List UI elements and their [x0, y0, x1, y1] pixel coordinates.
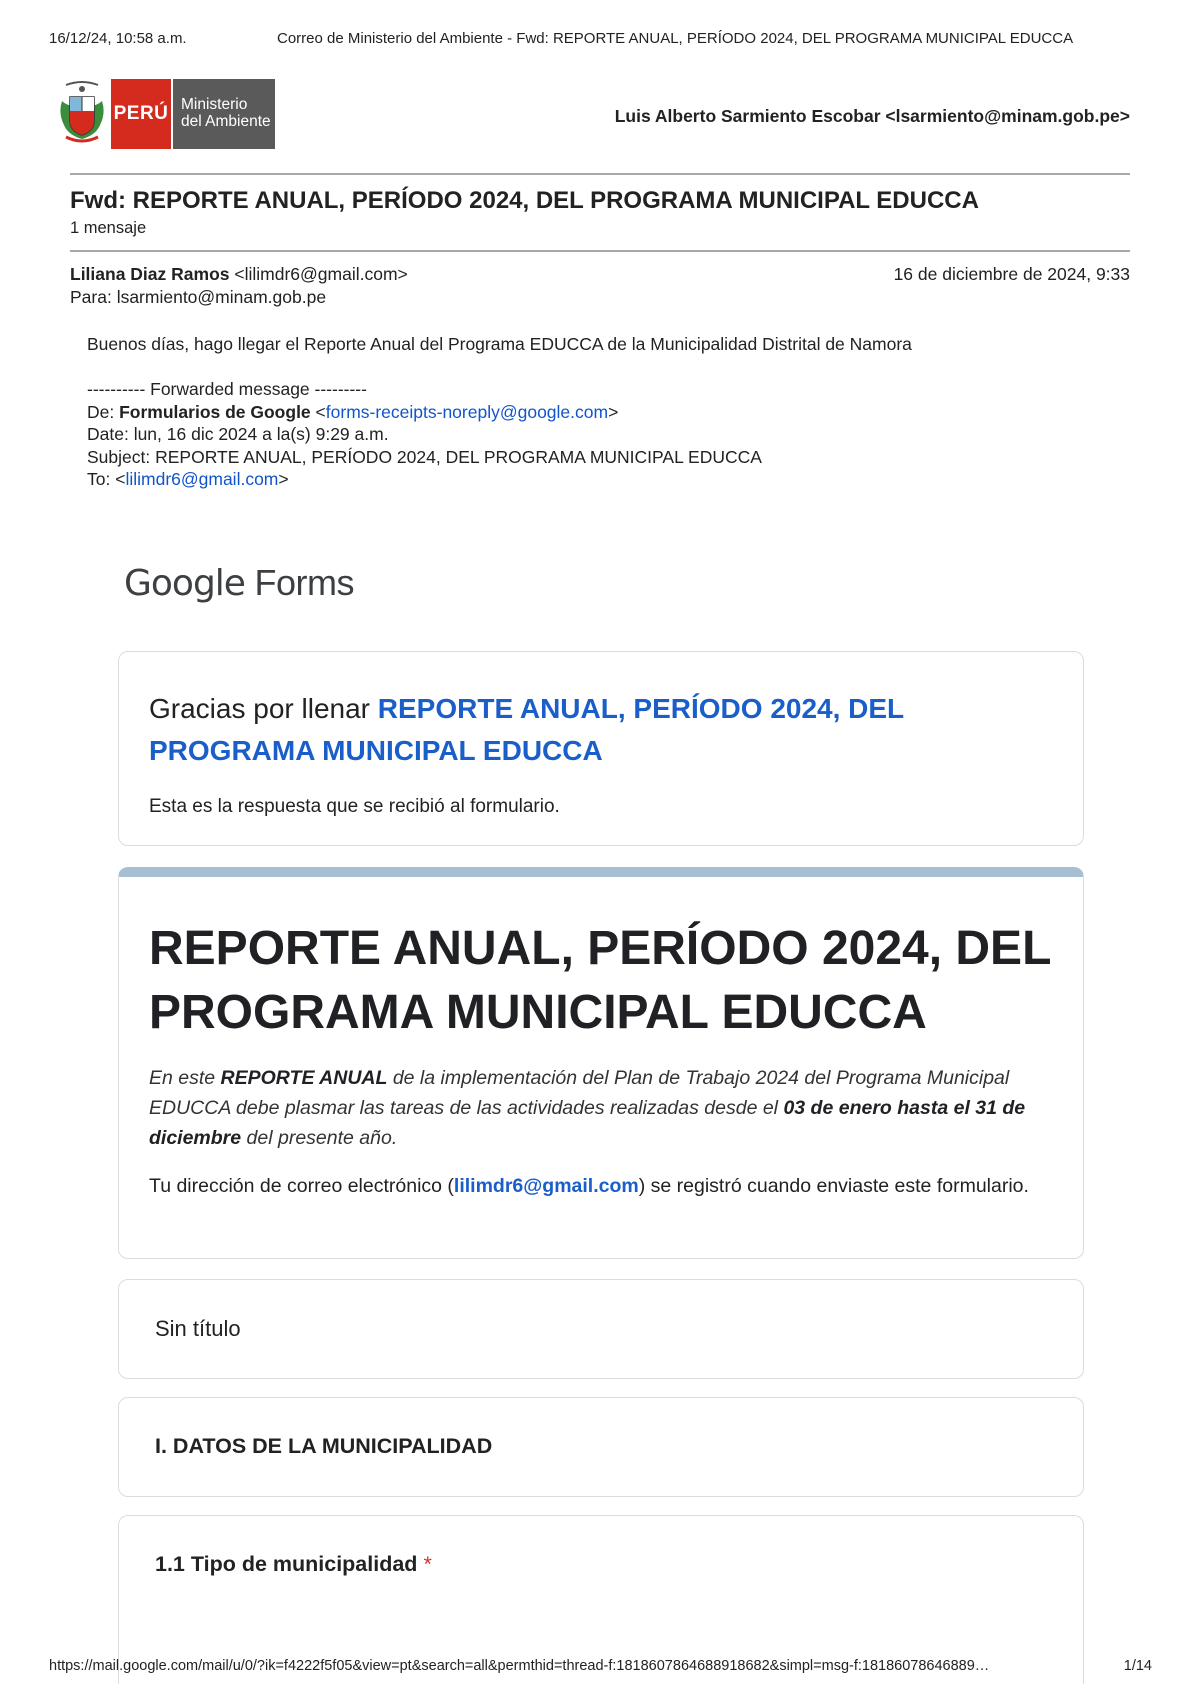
message-count: 1 mensaje: [70, 219, 147, 237]
print-footer: [49, 1658, 1152, 1678]
question-label: 1.1 Tipo de municipalidad *: [155, 1552, 432, 1576]
forwarded-date: Date: lun, 16 dic 2024 a la(s) 9:29 a.m.: [87, 424, 389, 444]
page-number: 1/14: [1123, 1658, 1152, 1674]
section-card: [118, 1397, 1084, 1497]
email-date: 16 de diciembre de 2024, 9:33: [893, 264, 1130, 284]
logo-ministry: [171, 79, 275, 149]
form-description: En este REPORTE ANUAL de la implementación del Plan de Trabajo 2024 del Programa Municipal EDUCCA debe plasmar las tareas de las actividades realizadas desde el 03 de enero hasta el 31 de diciembre del presente año.: [149, 1067, 1026, 1149]
form-header-card: [118, 867, 1084, 1259]
thanks-heading: Gracias por llenar REPORTE ANUAL, PERÍODO 2024, DEL PROGRAMA MUNICIPAL EDUCCA: [149, 693, 904, 766]
logo-ministry-line2: del Ambiente: [181, 113, 271, 130]
print-header: [49, 30, 1130, 52]
email-body: Buenos días, hago llegar el Reporte Anual del Programa EDUCCA de la Municipalidad Distrital de Namora: [87, 334, 912, 354]
untitled-section-card: [118, 1279, 1084, 1379]
forwarded-message: [87, 378, 762, 491]
forwarded-separator: ---------- Forwarded message ---------: [87, 379, 367, 399]
sender-email: <lilimdr6@gmail.com>: [234, 264, 408, 284]
untitled-section-label: Sin título: [155, 1316, 241, 1341]
google-forms-logo: [124, 562, 354, 604]
print-timestamp: 16/12/24, 10:58 a.m.: [49, 30, 187, 47]
forwarded-from-email-link[interactable]: forms-receipts-noreply@google.com: [325, 401, 609, 422]
required-asterisk: *: [423, 1552, 432, 1576]
peru-coat-of-arms-icon: [56, 79, 108, 149]
form-name-link[interactable]: REPORTE ANUAL, PERÍODO 2024, DEL PROGRAMA MUNICIPAL EDUCCA: [149, 693, 904, 766]
email-subject: Fwd: REPORTE ANUAL, PERÍODO 2024, DEL PROGRAMA MUNICIPAL EDUCCA: [70, 187, 979, 214]
print-url: https://mail.google.com/mail/u/0/?ik=f4222f5f05&view=pt&search=all&permthid=thread-f:1818607864688918682&simpl=msg-f:18186078646889…: [49, 1658, 990, 1674]
print-page-title: Correo de Ministerio del Ambiente - Fwd: REPORTE ANUAL, PERÍODO 2024, DEL PROGRAMA MUNICIPAL EDUCCA: [277, 30, 1074, 47]
divider: [70, 250, 1130, 252]
logo-country: PERÚ: [111, 79, 171, 149]
forwarded-from: De: Formularios de Google <forms-receipts-noreply@google.com>: [87, 401, 619, 422]
forwarded-to: To: <lilimdr6@gmail.com>: [87, 469, 289, 489]
sender: [70, 264, 408, 285]
divider: [70, 173, 1130, 175]
email-recipient: Para: lsarmiento@minam.gob.pe: [70, 287, 327, 307]
received-note: Esta es la respuesta que se recibió al formulario.: [149, 796, 560, 817]
forwarded-to-email-link[interactable]: lilimdr6@gmail.com: [125, 469, 279, 489]
logo-ministry-line1: Ministerio: [181, 96, 248, 113]
account-name: Luis Alberto Sarmiento Escobar <lsarmiento@minam.gob.pe>: [614, 106, 1130, 126]
ministry-logo: [56, 79, 275, 149]
forwarded-from-name: Formularios de Google: [119, 401, 311, 422]
thanks-card: [118, 651, 1084, 846]
email-recorded-note: Tu dirección de correo electrónico (lilimdr6@gmail.com) se registró cuando enviaste este formulario.: [149, 1175, 1029, 1197]
google-wordmark: Google: [124, 563, 245, 604]
respondent-email: lilimdr6@gmail.com: [453, 1175, 639, 1197]
form-title: REPORTE ANUAL, PERÍODO 2024, DEL PROGRAMA MUNICIPAL EDUCCA: [149, 922, 1051, 1039]
forms-wordmark: Forms: [254, 562, 354, 603]
forwarded-subject: Subject: REPORTE ANUAL, PERÍODO 2024, DEL PROGRAMA MUNICIPAL EDUCCA: [87, 446, 762, 467]
sender-name: Liliana Diaz Ramos: [70, 264, 230, 284]
section-heading: I. DATOS DE LA MUNICIPALIDAD: [155, 1434, 493, 1458]
